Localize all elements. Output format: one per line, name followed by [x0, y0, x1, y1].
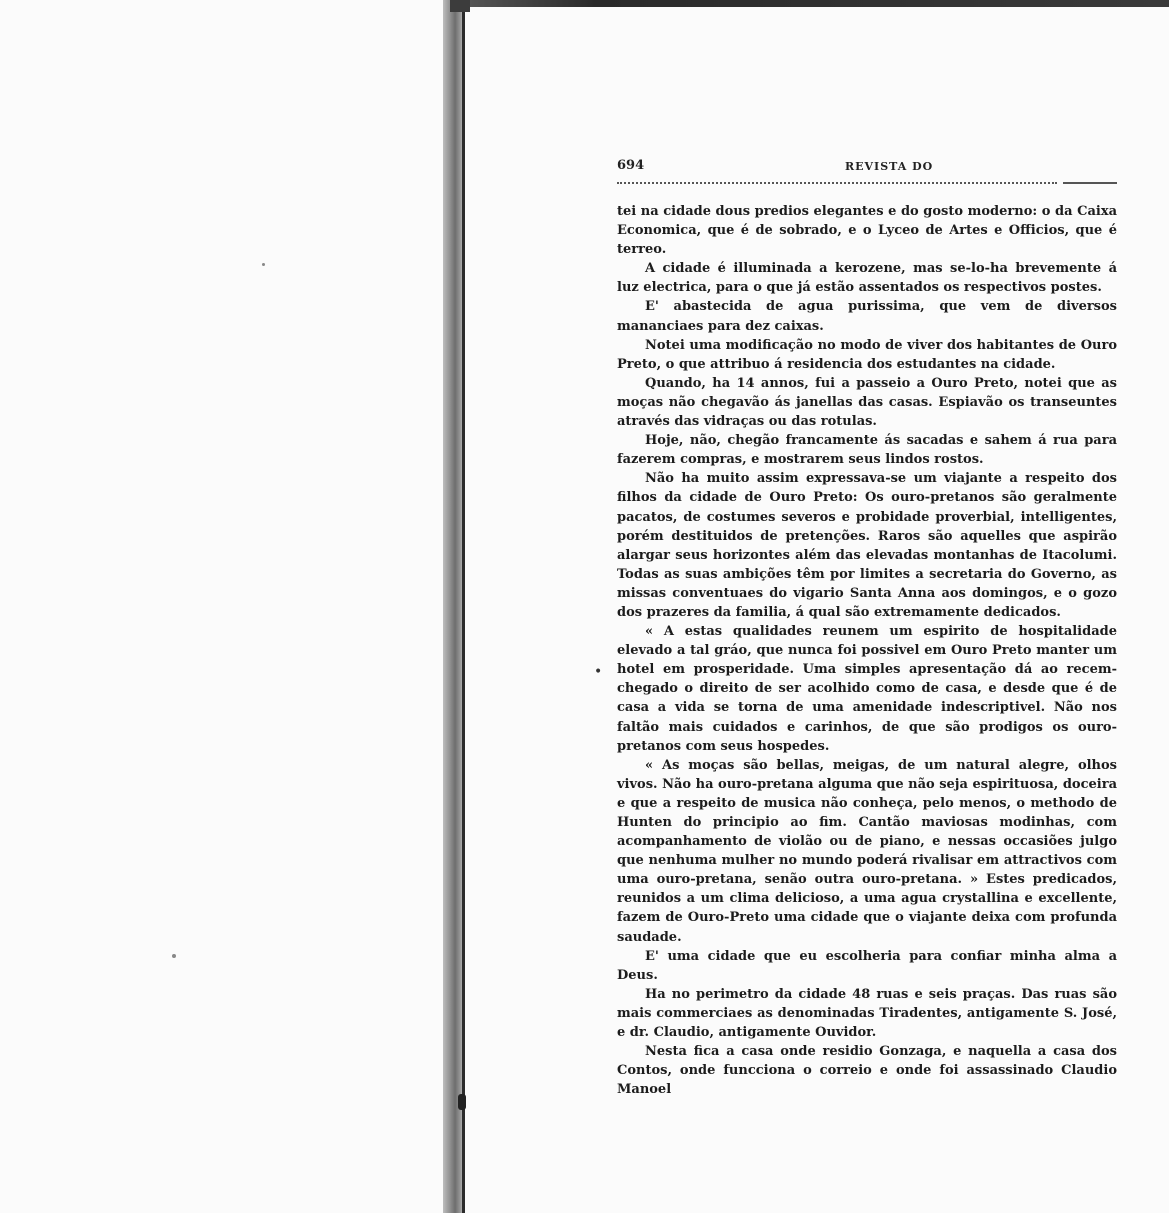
top-corner-shadow: [450, 0, 470, 12]
top-edge-shadow: [452, 0, 1169, 7]
paragraph: tei na cidade dous predios elegantes e do gosto moderno: o da Caixa Economica, que é de sobrado, e o Lyceo de Artes e Officios, que é terreo.: [617, 204, 1117, 258]
page-number: 694: [617, 158, 645, 173]
paragraph: « A estas qualidades reunem um espirito de hospitalidade elevado a tal gráo, que nunca foi possivel em Ouro Preto manter um hotel em prosperidade. Uma simples apresentação dá ao recem-chegado o direito de ser acolhido como de casa, e desde que é de casa a vida se torna de uma amenidade indescriptivel. Não nos faltão mais cuidados e carinhos, de que são prodigos os ouro-pretanos com seus hospedes.: [617, 624, 1117, 754]
dust-speck: [172, 954, 176, 958]
paragraph: Ha no perimetro da cidade 48 ruas e seis praças. Das ruas são mais commerciaes as denominadas Tiradentes, antigamente S. José, e dr. Claudio, antigamente Ouvidor.: [617, 986, 1117, 1041]
running-title: REVISTA DO: [845, 160, 934, 173]
dust-speck: [262, 263, 265, 266]
page-header: [617, 158, 1117, 180]
paragraph: Notei uma modificação no modo de viver dos habitantes de Ouro Preto, o que attribuo á residencia dos estudantes na cidade.: [617, 337, 1117, 372]
paragraph: A cidade é illuminada a kerozene, mas se-lo-ha brevemente á luz electrica, para o que já estão assentados os respectivos postes.: [617, 261, 1117, 296]
gutter-edge-line: [462, 0, 465, 1213]
paragraph: E' uma cidade que eu escolheria para confiar minha alma a Deus.: [617, 948, 1117, 983]
paragraph: « As moças são bellas, meigas, de um natural alegre, olhos vivos. Não ha ouro-pretana alguma que não seja espirituosa, doceira e que a respeito de musica não conheça, pelo menos, o methodo de Hunten do principio ao fim. Cantão maviosas modinhas, com acompanhamento de violão ou de piano, e nessas occasiões julgo que nenhuma mulher no mundo poderá rivalisar em attractivos com uma ouro-pretana, senão outra ouro-pretana. » Estes predicados, reunidos a um clima delicioso, a uma agua crystallina e excellente, fazem de Ouro-Preto uma cidade que o viajante deixa com profunda saudade.: [617, 757, 1117, 945]
gutter-blot: [458, 1094, 466, 1110]
header-rule-dotted: [617, 182, 1057, 184]
paragraph: Quando, ha 14 annos, fui a passeio a Ouro Preto, notei que as moças não chegavão ás janellas das casas. Espiavão os transeuntes através das vidraças ou das rotulas.: [617, 375, 1117, 430]
paragraph: Não ha muito assim expressava-se um viajante a respeito dos filhos da cidade de Ouro Preto: Os ouro-pretanos são geralmente pacatos, de costumes severos e probidade proverbial, intelligentes, porém destituidos de pretenções. Raros são aquelles que aspirão alargar seus horizontes além das elevadas montanhas de Itacolumi. Todas as suas ambições têm por limites a secretaria do Governo, as missas conventuaes do vigario Santa Anna aos domingos, e o gozo dos prazeres da familia, á qual são extremamente dedicados.: [617, 471, 1117, 620]
body-text: [617, 202, 1117, 1099]
margin-mark: •: [594, 664, 603, 680]
paragraph: Nesta fica a casa onde residio Gonzaga, e naquella a casa dos Contos, onde funcciona o correio e onde foi assassinado Claudio Manoel: [617, 1044, 1117, 1098]
paragraph: E' abastecida de agua purissima, que vem de diversos mananciaes para dez caixas.: [617, 299, 1117, 334]
header-rule-solid: [1063, 182, 1117, 184]
paragraph: Hoje, não, chegão francamente ás sacadas e sahem á rua para fazerem compras, e mostrarem seus lindos rostos.: [617, 433, 1117, 468]
